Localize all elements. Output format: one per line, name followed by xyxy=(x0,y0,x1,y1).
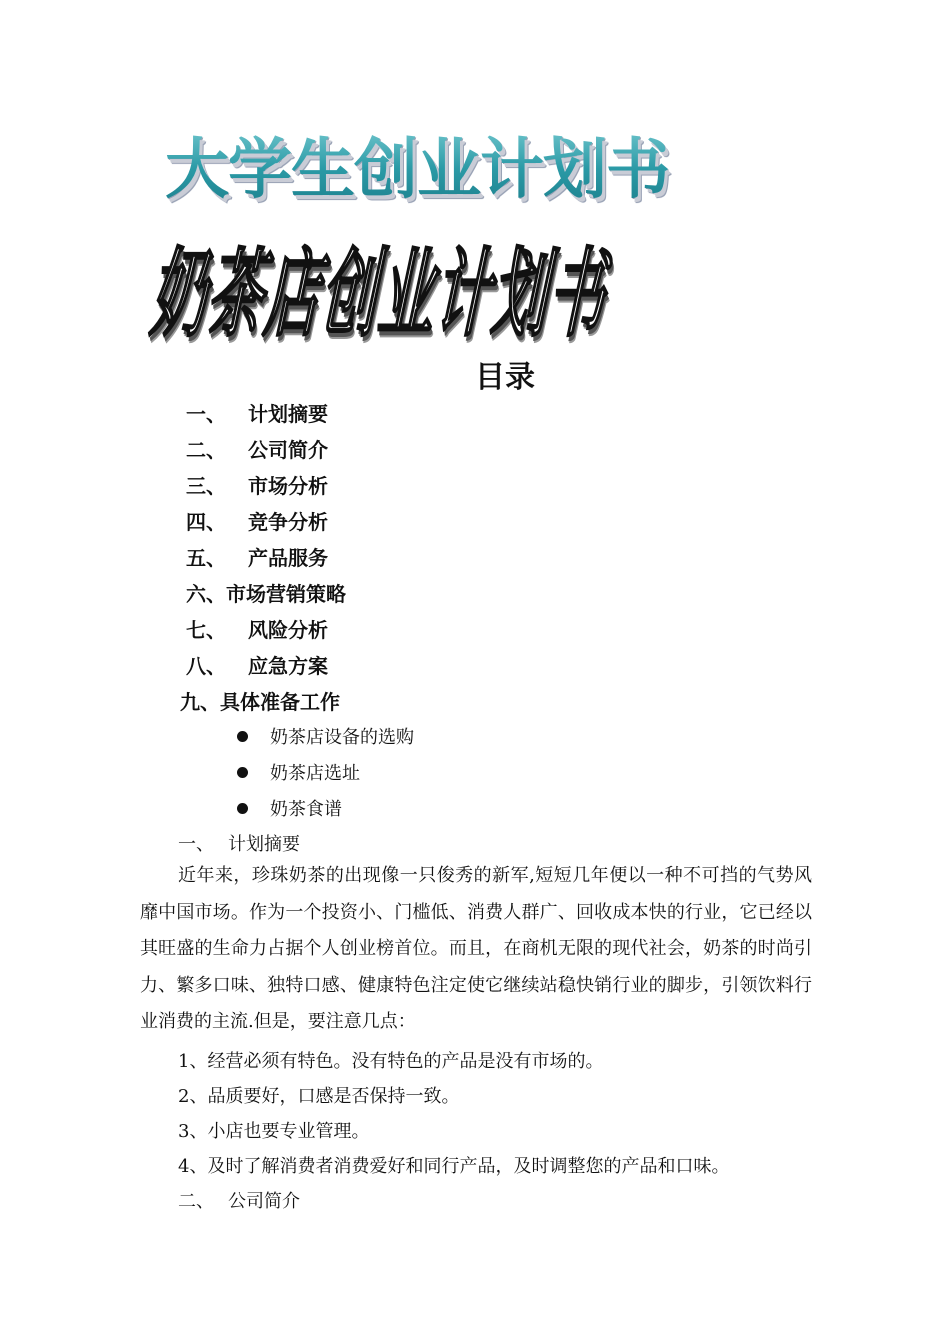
toc-item-number: 四、 xyxy=(186,510,226,534)
bullet-dot-icon xyxy=(237,767,248,778)
summary-point-2: 2、品质要好，口感是否保持一致。 xyxy=(178,1086,460,1107)
toc-item-label: 市场分析 xyxy=(248,474,328,498)
section-title: 公司简介 xyxy=(228,1191,300,1212)
toc-item-1 xyxy=(186,398,328,427)
toc-item-number: 六、 xyxy=(186,582,226,606)
section-heading-company xyxy=(178,1187,300,1213)
bullet-label: 奶茶店设备的选购 xyxy=(270,727,414,748)
section-heading-summary xyxy=(178,830,300,856)
toc-item-6 xyxy=(186,578,346,607)
bullet-dot-icon xyxy=(237,731,248,742)
toc-item-number: 三、 xyxy=(186,474,226,498)
section-number: 二、 xyxy=(178,1191,214,1212)
toc-item-number: 五、 xyxy=(186,546,226,570)
toc-item-number: 九、 xyxy=(180,690,220,714)
bullet-label: 奶茶食谱 xyxy=(270,799,342,820)
toc-item-number: 二、 xyxy=(186,438,226,462)
summary-point-4: 4、及时了解消费者消费爱好和同行产品，及时调整您的产品和口味。 xyxy=(178,1156,730,1177)
toc-item-7 xyxy=(186,614,328,643)
toc-item-number: 八、 xyxy=(186,654,226,678)
bullet-dot-icon xyxy=(237,803,248,814)
toc-item-label: 竞争分析 xyxy=(248,510,328,534)
toc-item-3 xyxy=(186,470,328,499)
wordart-main-title: 大学生创业计划书 xyxy=(165,117,669,211)
toc-item-label: 市场营销策略 xyxy=(226,582,346,606)
summary-paragraph: 近年来，珍珠奶茶的出现像一只俊秀的新军,短短几年便以一种不可挡的气势风靡中国市场。作为一个投资小、门槛低、消费人群广、回收成本快的行业，它已经以其旺盛的生命力占据个人创业榜首位。而且，在商机无限的现代社会，奶茶的时尚引力、繁多口味、独特口感、健康特色注定使它继续站稳快销行业的脚步，引领饮料行业消费的主流.但是，要注意几点： xyxy=(140,865,812,1032)
toc-item-label: 公司简介 xyxy=(248,438,328,462)
toc-item-2 xyxy=(186,434,328,463)
toc-item-label: 应急方案 xyxy=(248,654,328,678)
toc-item-number: 七、 xyxy=(186,618,226,642)
toc-item-8 xyxy=(186,650,328,679)
toc-item-9 xyxy=(180,686,340,715)
toc-item-label: 计划摘要 xyxy=(248,402,328,426)
bullet-label: 奶茶店选址 xyxy=(270,763,360,784)
section-number: 一、 xyxy=(178,834,214,855)
bullet-item-2 xyxy=(237,759,360,785)
toc-item-4 xyxy=(186,506,328,535)
bullet-item-3 xyxy=(237,795,342,821)
section-title: 计划摘要 xyxy=(228,834,300,855)
wordart-sub-title: 奶茶店创业计划书 xyxy=(143,238,623,350)
toc-item-number: 一、 xyxy=(186,402,226,426)
toc-item-label: 具体准备工作 xyxy=(220,690,340,714)
bullet-item-1 xyxy=(237,723,414,749)
toc-heading: 目录 xyxy=(475,360,535,395)
summary-point-3: 3、小店也要专业管理。 xyxy=(178,1121,370,1142)
toc-item-label: 产品服务 xyxy=(248,546,328,570)
toc-item-5 xyxy=(186,542,328,571)
summary-point-1: 1、经营必须有特色。没有特色的产品是没有市场的。 xyxy=(178,1051,604,1072)
toc-item-label: 风险分析 xyxy=(248,618,328,642)
